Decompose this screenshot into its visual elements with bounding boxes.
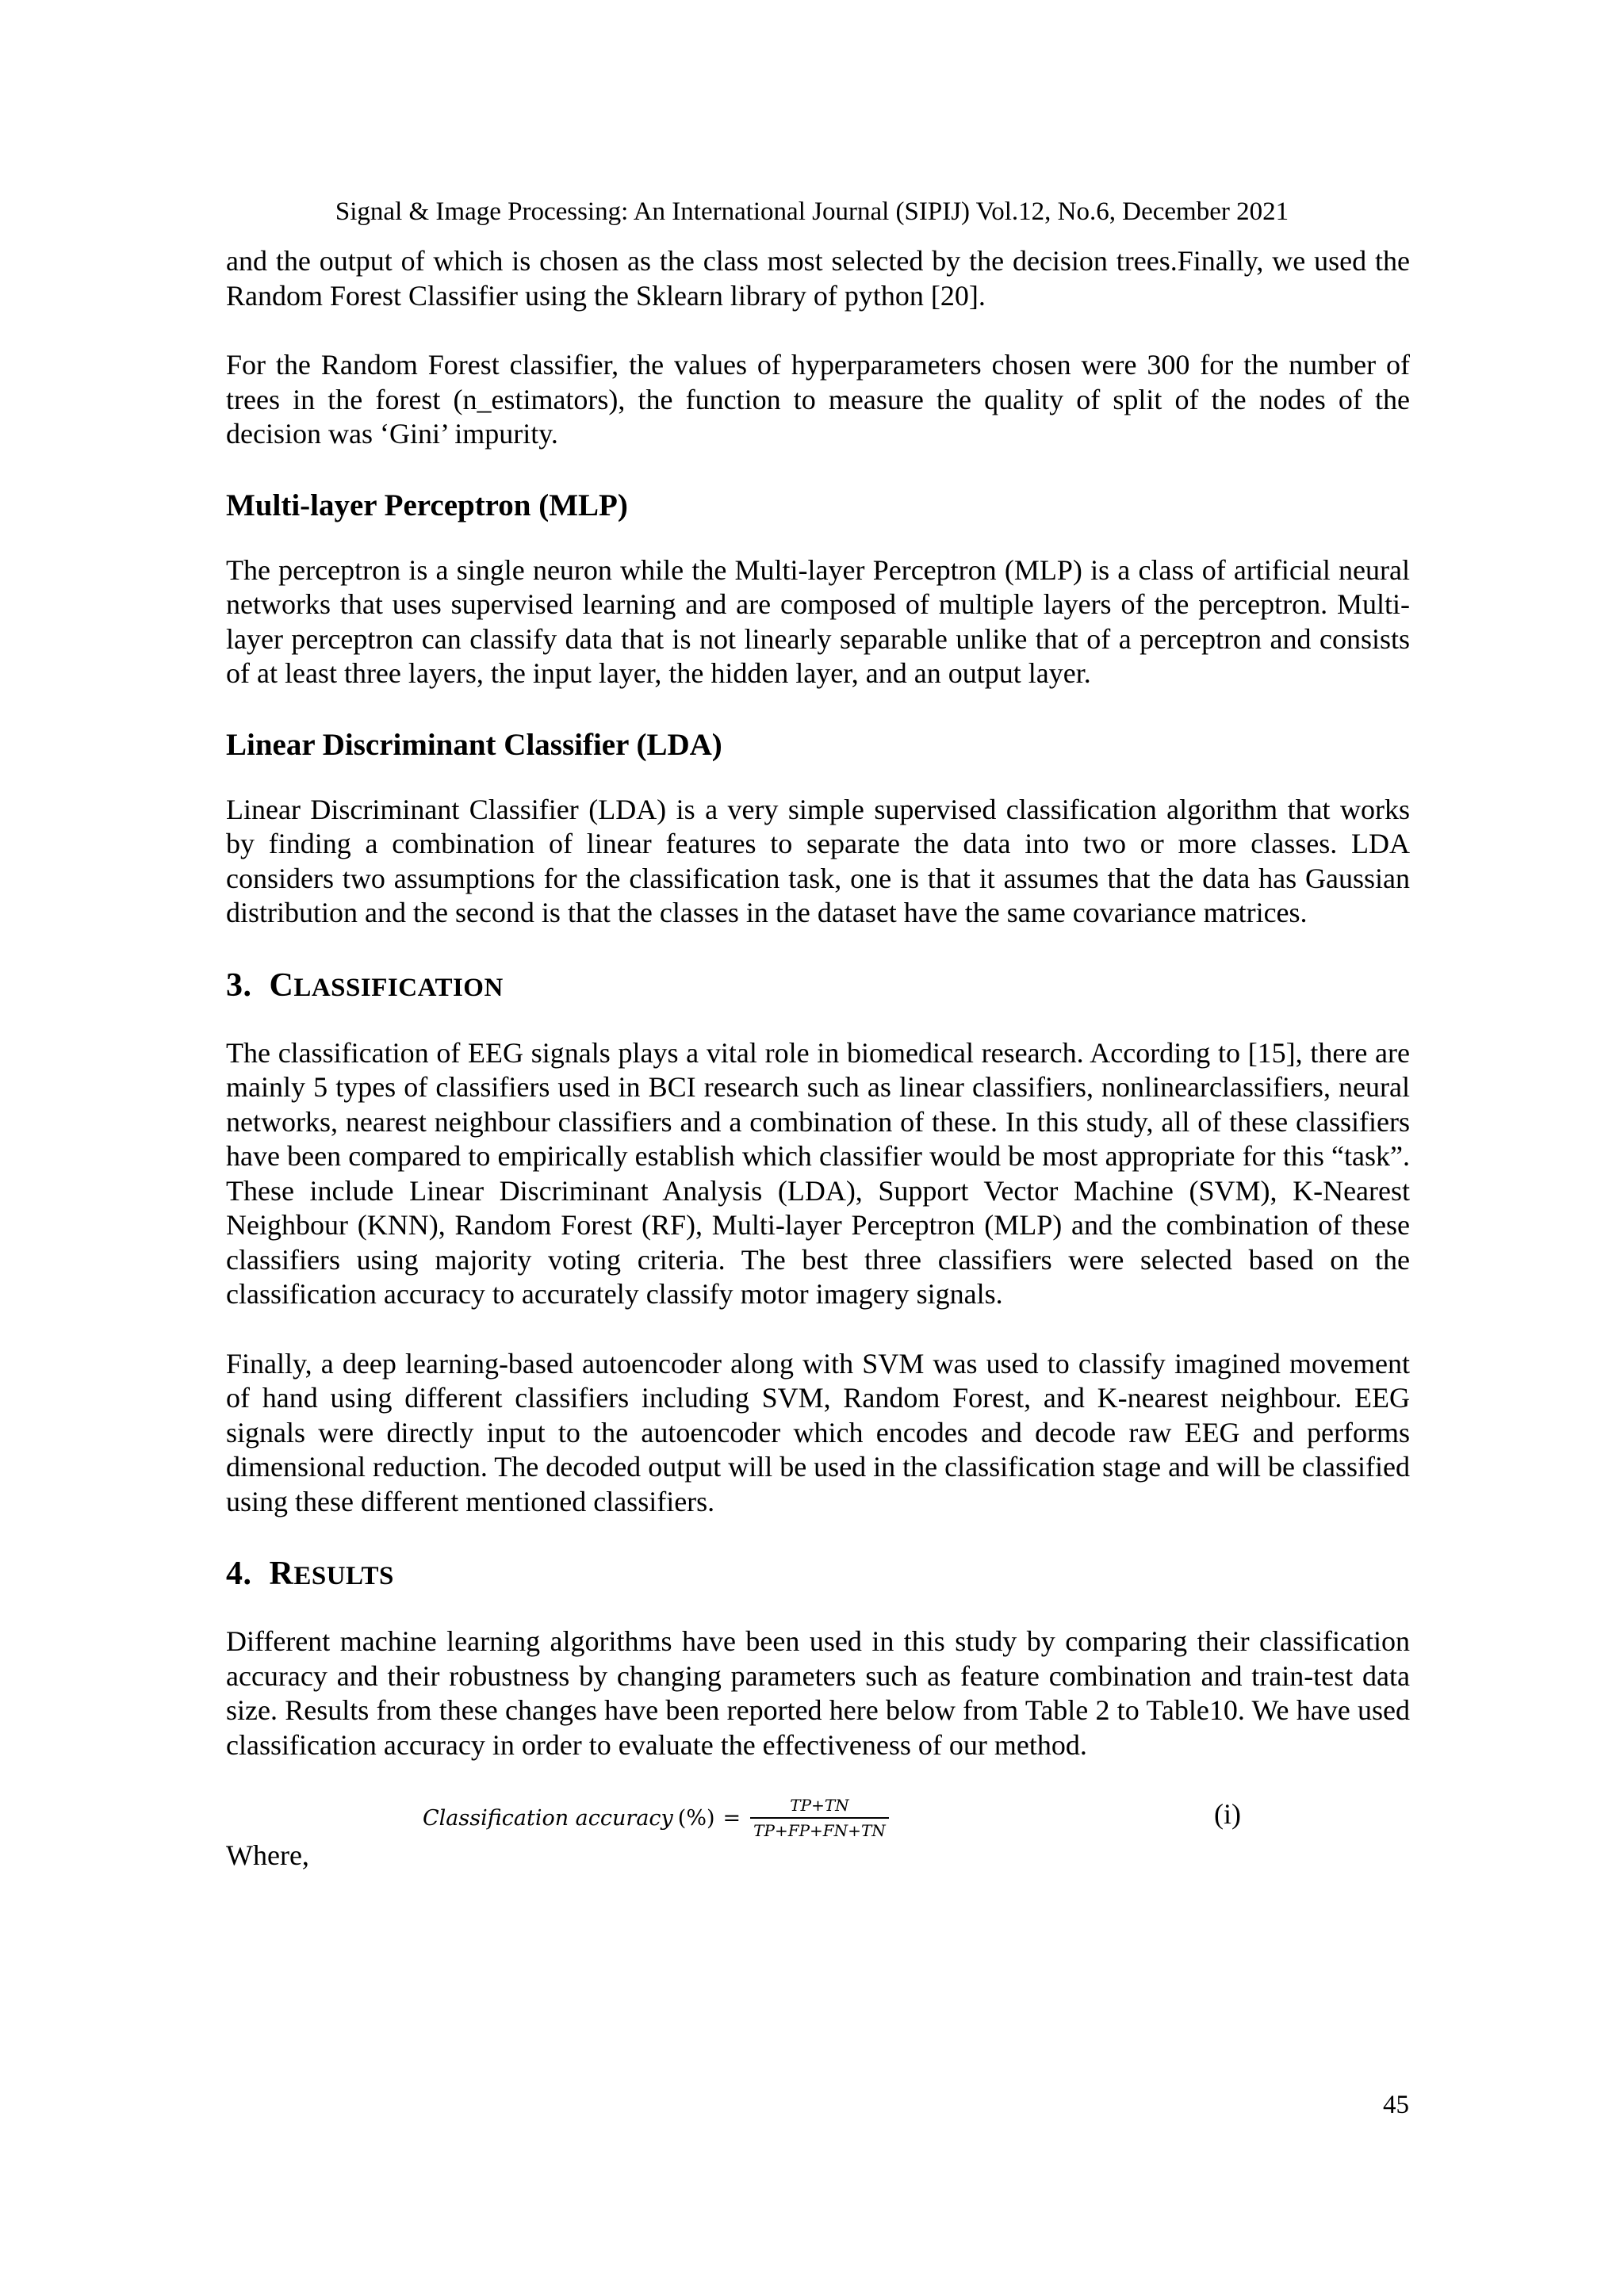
paragraph-classification-1: The classification of EEG signals plays a vital role in biomedical research. According to [15], there are mainly 5 types of classifiers used in BCI research such as linear classifiers, nonlinearclassifiers, neural networks, nearest neighbour classifiers and a combination of these. In this study, all of these classifiers have been compared to empirically establish which classifier would be most appropriate for this “task”. These include Linear Discriminant Analysis (LDA), Support Vector Machine (SVM), K-Nearest Neighbour (KNN), Random Forest (RF), Multi-layer Perceptron (MLP) and the combination of these classifiers using majority voting criteria. The best three classifiers were selected based on the classification accuracy to accurately classify motor imagery signals.: [226, 1036, 1410, 1310]
section-title-rest: ESULTS: [293, 1562, 394, 1590]
body-column: [226, 244, 1410, 1871]
paragraph-random-forest-intro: and the output of which is chosen as the class most selected by the decision trees.Finally, we used the Random Forest Classifier using the Sklearn library of python [20].: [226, 245, 1410, 312]
heading-lda: Linear Discriminant Classifier (LDA): [226, 727, 722, 762]
section-heading-results: [226, 1554, 1410, 1596]
heading-mlp: Multi-layer Perceptron (MLP): [226, 488, 628, 522]
fraction-bar: [750, 1817, 889, 1819]
equation-denominator: TP+FP+FN+TN: [753, 1821, 886, 1840]
equation-percent: (%): [677, 1805, 715, 1831]
equation-equals: =: [722, 1805, 741, 1831]
where-text: Where,: [226, 1839, 309, 1871]
paragraph-results: Different machine learning algorithms have been used in this study by comparing their classification accuracy and their robustness by changing parameters such as feature combination and train-test data size. Results from these changes have been reported here below from Table 2 to Table10. We have used classification accuracy in order to evaluate the effectiveness of our method.: [226, 1625, 1410, 1761]
paragraph-classification-2: Finally, a deep learning-based autoencoder along with SVM was used to classify imagined movement of hand using different classifiers including SVM, Random Forest, and K-nearest neighbour. EEG signals were directly input to the autoencoder which encodes and decode raw EEG and performs dimensional reduction. The decoded output will be used in the classification stage and will be classified using these different mentioned classifiers.: [226, 1347, 1410, 1517]
equation-fraction: [750, 1795, 889, 1841]
equation-lhs: Classification accuracy: [423, 1805, 673, 1831]
equation-numerator: TP+TN: [790, 1796, 849, 1815]
paragraph-lda: Linear Discriminant Classifier (LDA) is a very simple supervised classification algorithm that works by finding a combination of linear features to separate the data into two or more classes. LDA considers two assumptions for the classification task, one is that it assumes that the data has Gaussian distribution and the second is that the classes in the dataset have the same covariance matrices.: [226, 793, 1410, 928]
paragraph-mlp: The perceptron is a single neuron while the Multi-layer Perceptron (MLP) is a class of artificial neural networks that uses supervised learning and are composed of multiple layers of the perceptron. Multi-layer perceptron can classify data that is not linearly separable unlike that of a perceptron and consists of at least three layers, the input layer, the hidden layer, and an output layer.: [226, 553, 1410, 689]
paragraph-random-forest-hyperparameters: For the Random Forest classifier, the values of hyperparameters chosen were 300 for the number of trees in the forest (n_estimators), the function to measure the quality of split of the nodes of the decision was ‘Gini’ impurity.: [226, 349, 1410, 450]
equation-classification-accuracy: [226, 1786, 1410, 1871]
equation-label: (i): [1214, 1798, 1241, 1830]
section-title-rest: LASSIFICATION: [293, 973, 504, 1002]
section-title-initial: R: [269, 1556, 294, 1592]
section-number: 3.: [226, 966, 252, 1004]
section-title-initial: C: [269, 966, 294, 1004]
running-head: Signal & Image Processing: An International Journal (SIPIJ) Vol.12, No.6, December 2021: [335, 197, 1289, 226]
section-number: 4.: [226, 1556, 252, 1592]
section-heading-classification: [226, 966, 1410, 1008]
page-number: 45: [1383, 2091, 1409, 2119]
equation-body: [423, 1786, 889, 1850]
